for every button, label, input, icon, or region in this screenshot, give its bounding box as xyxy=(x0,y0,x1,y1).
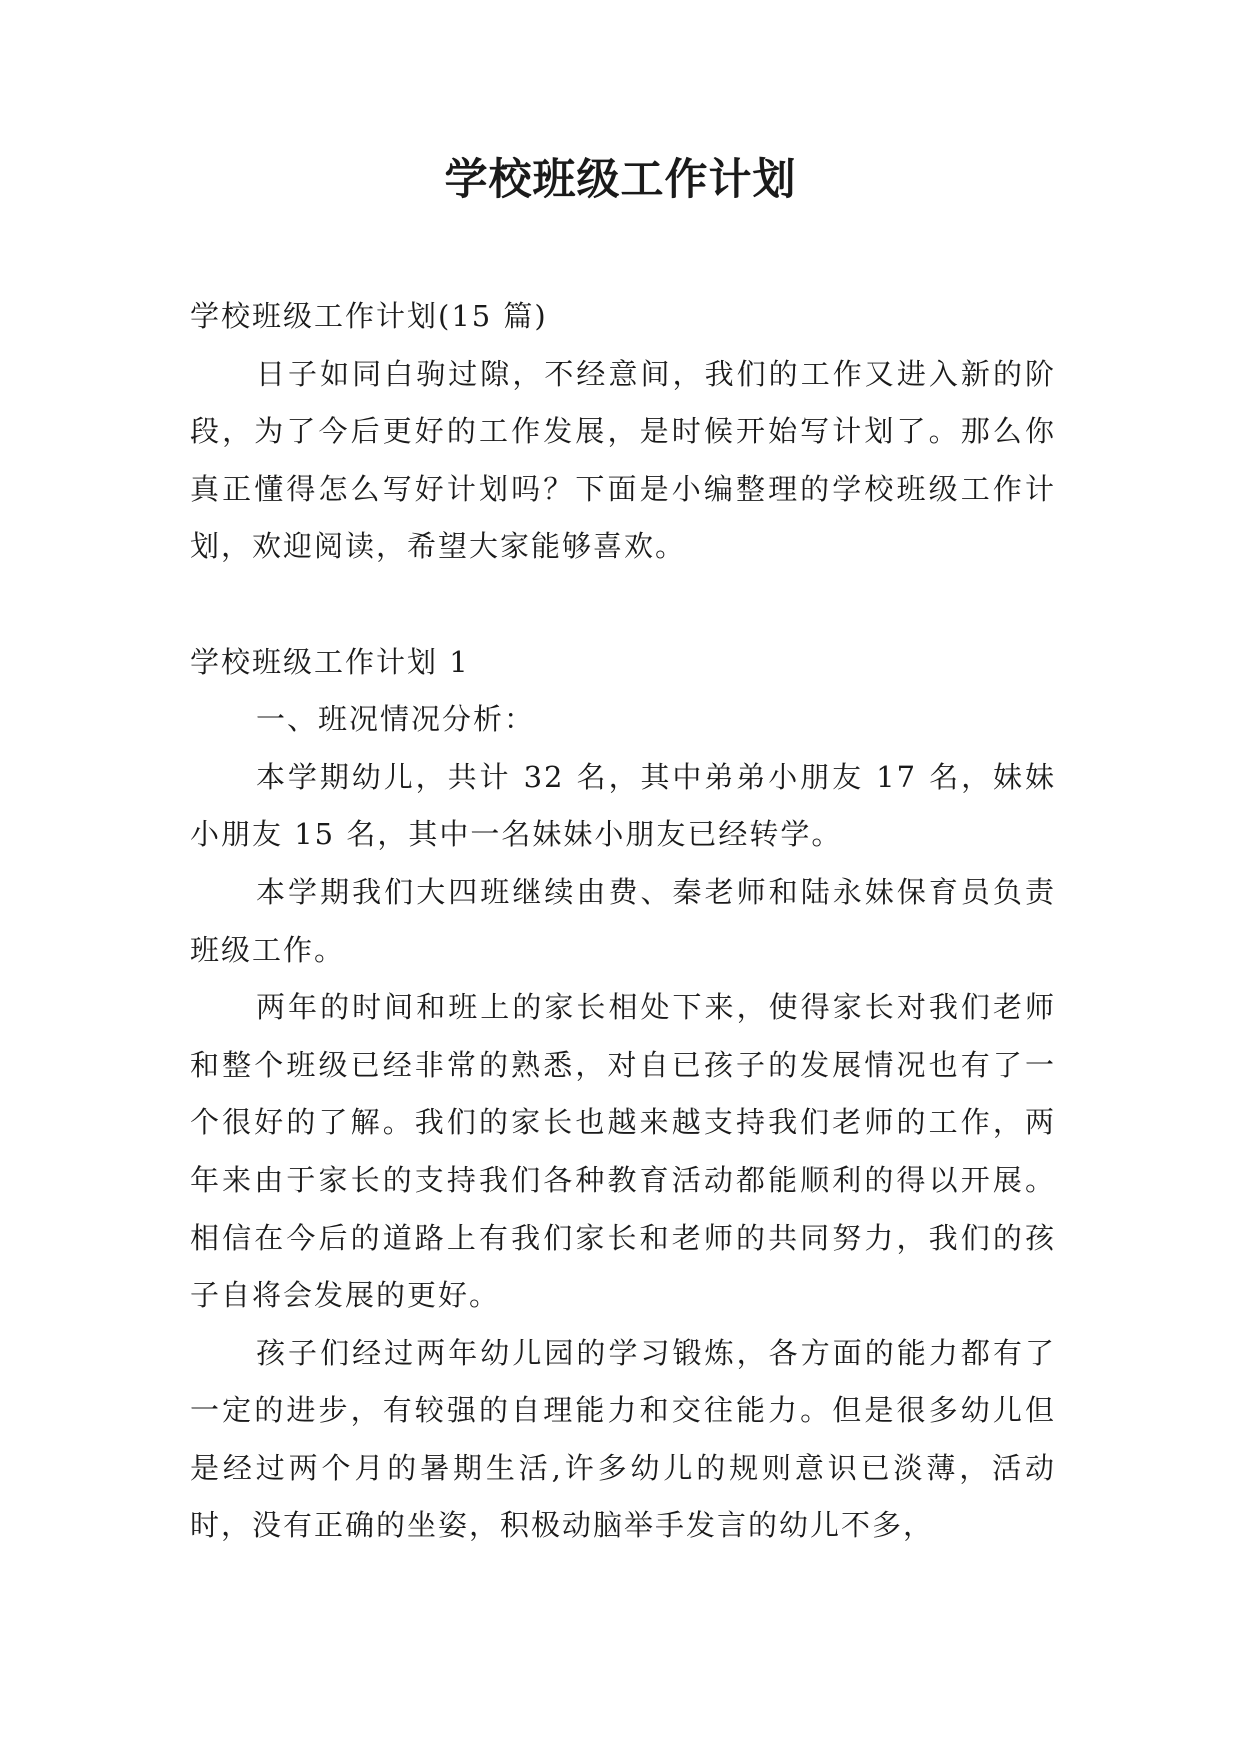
body-paragraph-parents: 两年的时间和班上的家长相处下来，使得家长对我们老师和整个班级已经非常的熟悉，对自已孩子的发展情况也有了一个很好的了解。我们的家长也越来越支持我们老师的工作，两年来由于家长的支持我们各种教育活动都能顺利的得以开展。相信在今后的道路上有我们家长和老师的共同努力，我们的孩子自将会发展的更好。 xyxy=(190,990,1056,1313)
document-subtitle: 学校班级工作计划(15 篇) xyxy=(190,299,548,333)
document-title: 学校班级工作计划 xyxy=(444,155,797,205)
body-paragraph-staff: 本学期我们大四班继续由费、秦老师和陆永妹保育员负责班级工作。 xyxy=(190,874,1056,967)
body-paragraph-class-size: 本学期幼儿，共计 32 名，其中弟弟小朋友 17 名，妹妹小朋友 15 名，其中一名妹妹小朋友已经转学。 xyxy=(190,759,1056,852)
subsection-heading: 一、班况情况分析： xyxy=(256,702,536,737)
intro-paragraph: 日子如同白驹过隙，不经意间，我们的工作又进入新的阶段，为了今后更好的工作发展，是时候开始写计划了。那么你真正懂得怎么写好计划吗？下面是小编整理的学校班级工作计划，欢迎阅读，希望大家能够喜欢。 xyxy=(190,356,1056,564)
document-body xyxy=(190,288,1056,1555)
body-paragraph-children: 孩子们经过两年幼儿园的学习锻炼，各方面的能力都有了一定的进步，有较强的自理能力和交往能力。但是很多幼儿但是经过两个月的暑期生活,许多幼儿的规则意识已淡薄，活动时，没有正确的坐姿，积极动脑举手发言的幼儿不多， xyxy=(190,1335,1056,1543)
section-spacer xyxy=(190,576,1056,634)
section-heading: 学校班级工作计划 1 xyxy=(190,644,470,679)
